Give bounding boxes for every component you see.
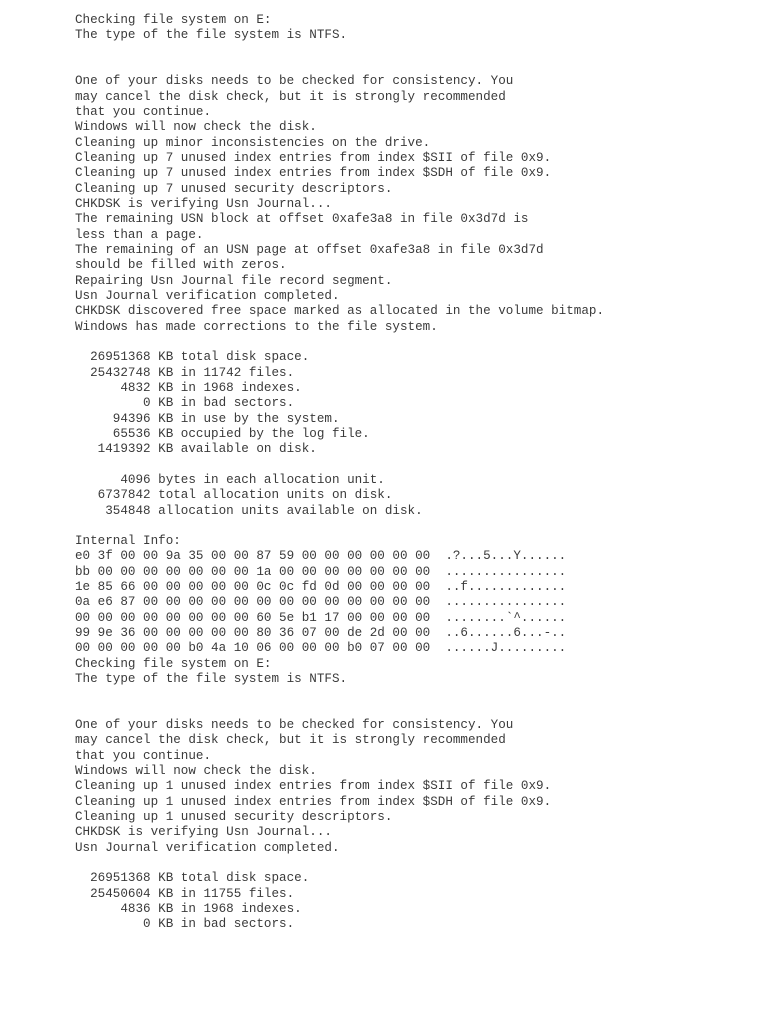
log-line — [75, 59, 604, 74]
log-line: 25432748 KB in 11742 files. — [75, 365, 295, 380]
log-line: CHKDSK discovered free space marked as allocated in the volume bitmap. — [75, 304, 605, 319]
log-line: 4836 KB in 1968 indexes. — [75, 902, 302, 917]
log-line: Cleaning up 1 unused index entries from index $SDH of file 0x9. — [75, 794, 552, 809]
log-line: Cleaning up minor inconsistencies on the drive. — [75, 135, 431, 150]
log-line: CHKDSK is verifying Usn Journal... — [75, 196, 332, 211]
log-line: The type of the file system is NTFS. — [75, 28, 348, 43]
log-line: may cancel the disk check, but it is strongly recommended — [75, 89, 506, 104]
log-line: Internal Info: — [75, 534, 181, 549]
log-line — [75, 856, 604, 871]
log-line: The type of the file system is NTFS. — [75, 672, 348, 687]
log-line: 26951368 KB total disk space. — [75, 350, 310, 365]
log-line — [75, 519, 604, 534]
log-line: 4832 KB in 1968 indexes. — [75, 380, 302, 395]
log-line: The remaining of an USN page at offset 0xafe3a8 in file 0x3d7d — [75, 242, 544, 257]
log-line: Repairing Usn Journal file record segment. — [75, 273, 393, 288]
log-line: 1419392 KB available on disk. — [75, 442, 317, 457]
log-line: Usn Journal verification completed. — [75, 288, 340, 303]
log-line: 00 00 00 00 00 00 00 00 60 5e b1 17 00 00 00 00 ........`^...... — [75, 610, 567, 625]
log-line: Windows will now check the disk. — [75, 764, 317, 779]
log-line: Windows has made corrections to the file system. — [75, 319, 438, 334]
log-line: CHKDSK is verifying Usn Journal... — [75, 825, 332, 840]
log-line: 94396 KB in use by the system. — [75, 411, 340, 426]
log-line: 0a e6 87 00 00 00 00 00 00 00 00 00 00 00 00 00 ................ — [75, 595, 567, 610]
log-line: 99 9e 36 00 00 00 00 00 80 36 07 00 de 2d 00 00 ..6......6...-.. — [75, 626, 567, 641]
log-line: 0 KB in bad sectors. — [75, 396, 295, 411]
log-line: 65536 KB occupied by the log file. — [75, 426, 370, 441]
log-line: that you continue. — [75, 748, 212, 763]
log-line: that you continue. — [75, 104, 212, 119]
log-line: 354848 allocation units available on disk. — [75, 503, 423, 518]
log-line: should be filled with zeros. — [75, 258, 287, 273]
log-line: 1e 85 66 00 00 00 00 00 0c 0c fd 0d 00 00 00 00 ..f............. — [75, 580, 567, 595]
log-line: One of your disks needs to be checked for consistency. You — [75, 74, 514, 89]
log-line: 26951368 KB total disk space. — [75, 871, 310, 886]
log-line: 4096 bytes in each allocation unit. — [75, 472, 385, 487]
log-line: Checking file system on E: — [75, 13, 272, 27]
log-line: 00 00 00 00 00 b0 4a 10 06 00 00 00 b0 07 00 00 ......J......... — [75, 641, 567, 656]
log-line: 6737842 total allocation units on disk. — [75, 488, 393, 503]
chkdsk-log-output — [75, 13, 604, 933]
log-line: Cleaning up 1 unused index entries from index $SII of file 0x9. — [75, 779, 552, 794]
log-line: Cleaning up 7 unused index entries from index $SDH of file 0x9. — [75, 166, 552, 181]
log-line: One of your disks needs to be checked for consistency. You — [75, 718, 514, 733]
log-line: bb 00 00 00 00 00 00 00 1a 00 00 00 00 00 00 00 ................ — [75, 564, 567, 579]
log-line: 25450604 KB in 11755 files. — [75, 886, 295, 901]
log-line: Checking file system on E: — [75, 656, 272, 671]
log-line: less than a page. — [75, 227, 204, 242]
log-line — [75, 44, 604, 59]
log-line — [75, 703, 604, 718]
log-line: Usn Journal verification completed. — [75, 840, 340, 855]
log-line: e0 3f 00 00 9a 35 00 00 87 59 00 00 00 00 00 00 .?...5...Y...... — [75, 549, 567, 564]
log-line — [75, 687, 604, 702]
log-line — [75, 335, 604, 350]
log-line: Windows will now check the disk. — [75, 120, 317, 135]
log-line: The remaining USN block at offset 0xafe3a8 in file 0x3d7d is — [75, 212, 529, 227]
log-line: Cleaning up 7 unused index entries from index $SII of file 0x9. — [75, 150, 552, 165]
log-line — [75, 458, 604, 473]
log-line: Cleaning up 1 unused security descriptors. — [75, 810, 393, 825]
log-line: Cleaning up 7 unused security descriptors. — [75, 181, 393, 196]
log-line: 0 KB in bad sectors. — [75, 917, 295, 932]
log-line: may cancel the disk check, but it is strongly recommended — [75, 733, 506, 748]
